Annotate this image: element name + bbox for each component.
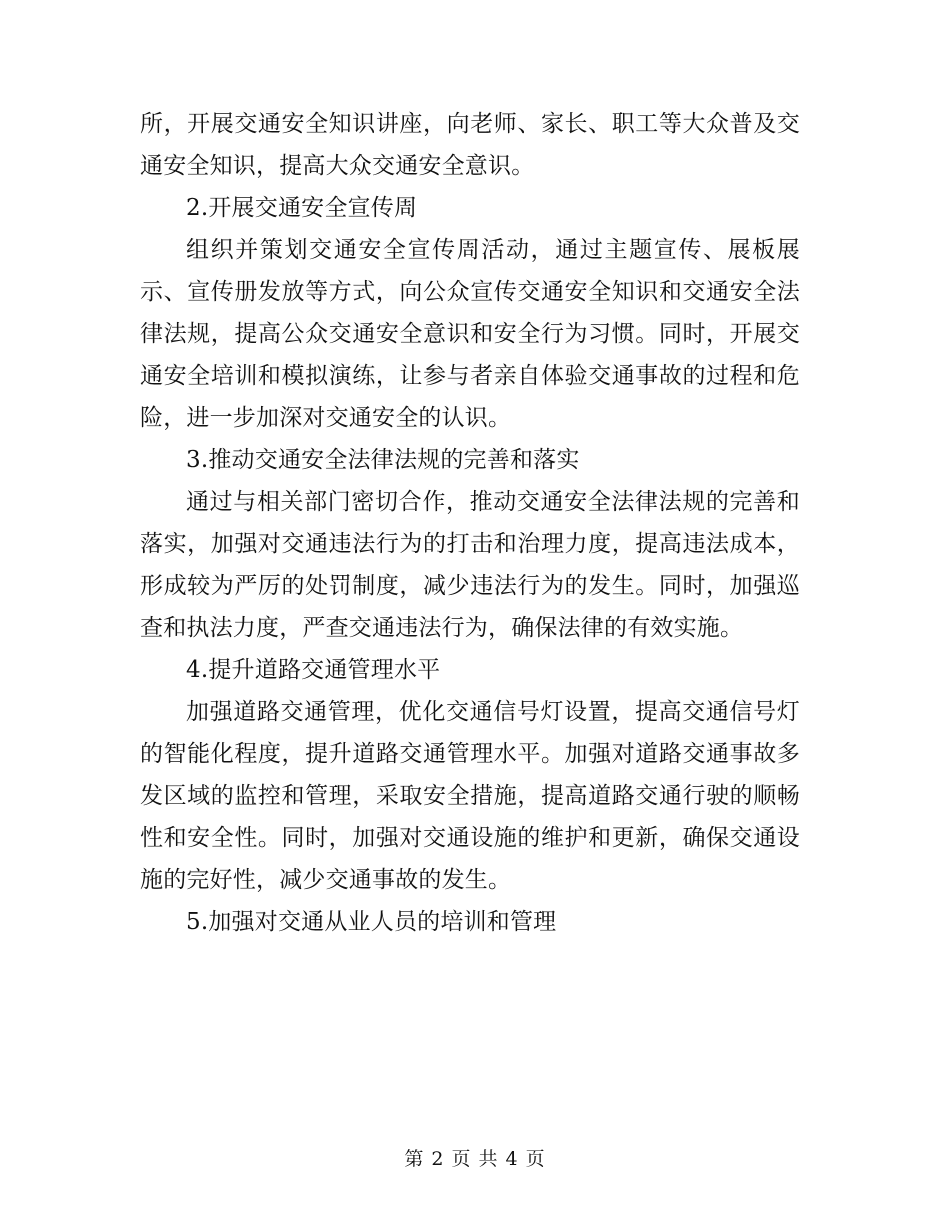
section-heading-5: 5.加强对交通从业人员的培训和管理 <box>186 909 557 935</box>
section-heading-4: 4.提升道路交通管理水平 <box>186 657 441 683</box>
paragraph-traffic-management: 加强道路交通管理，优化交通信号灯设置，提高交通信号灯的智能化程度，提升道路交通管理水平。加强对道路交通事故多发区域的监控和管理，采取安全措施，提高道路交通行驶的顺畅性和安全性。同时，加强对交通设施的维护和更新，确保交通设施的完好性，减少交通事故的发生。 <box>140 699 800 893</box>
paragraph-publicity-week: 组织并策划交通安全宣传周活动，通过主题宣传、展板展示、宣传册发放等方式，向公众宣传交通安全知识和交通安全法律法规，提高公众交通安全意识和安全行为习惯。同时，开展交通安全培训和模拟演练，让参与者亲自体验交通事故的过程和危险，进一步加深对交通安全的认识。 <box>140 237 800 431</box>
page-number-footer: 第 2 页 共 4 页 <box>404 1148 546 1170</box>
paragraph-continuation: 所，开展交通安全知识讲座，向老师、家长、职工等大众普及交通安全知识，提高大众交通安全意识。 <box>140 111 800 179</box>
paragraph-law-enforcement: 通过与相关部门密切合作，推动交通安全法律法规的完善和落实，加强对交通违法行为的打击和治理力度，提高违法成本，形成较为严厉的处罚制度，减少违法行为的发生。同时，加强巡查和执法力度，严查交通违法行为，确保法律的有效实施。 <box>140 489 800 641</box>
document-body <box>140 103 800 943</box>
section-heading-3: 3.推动交通安全法律法规的完善和落实 <box>186 447 580 473</box>
section-heading-2: 2.开展交通安全宣传周 <box>186 195 418 221</box>
